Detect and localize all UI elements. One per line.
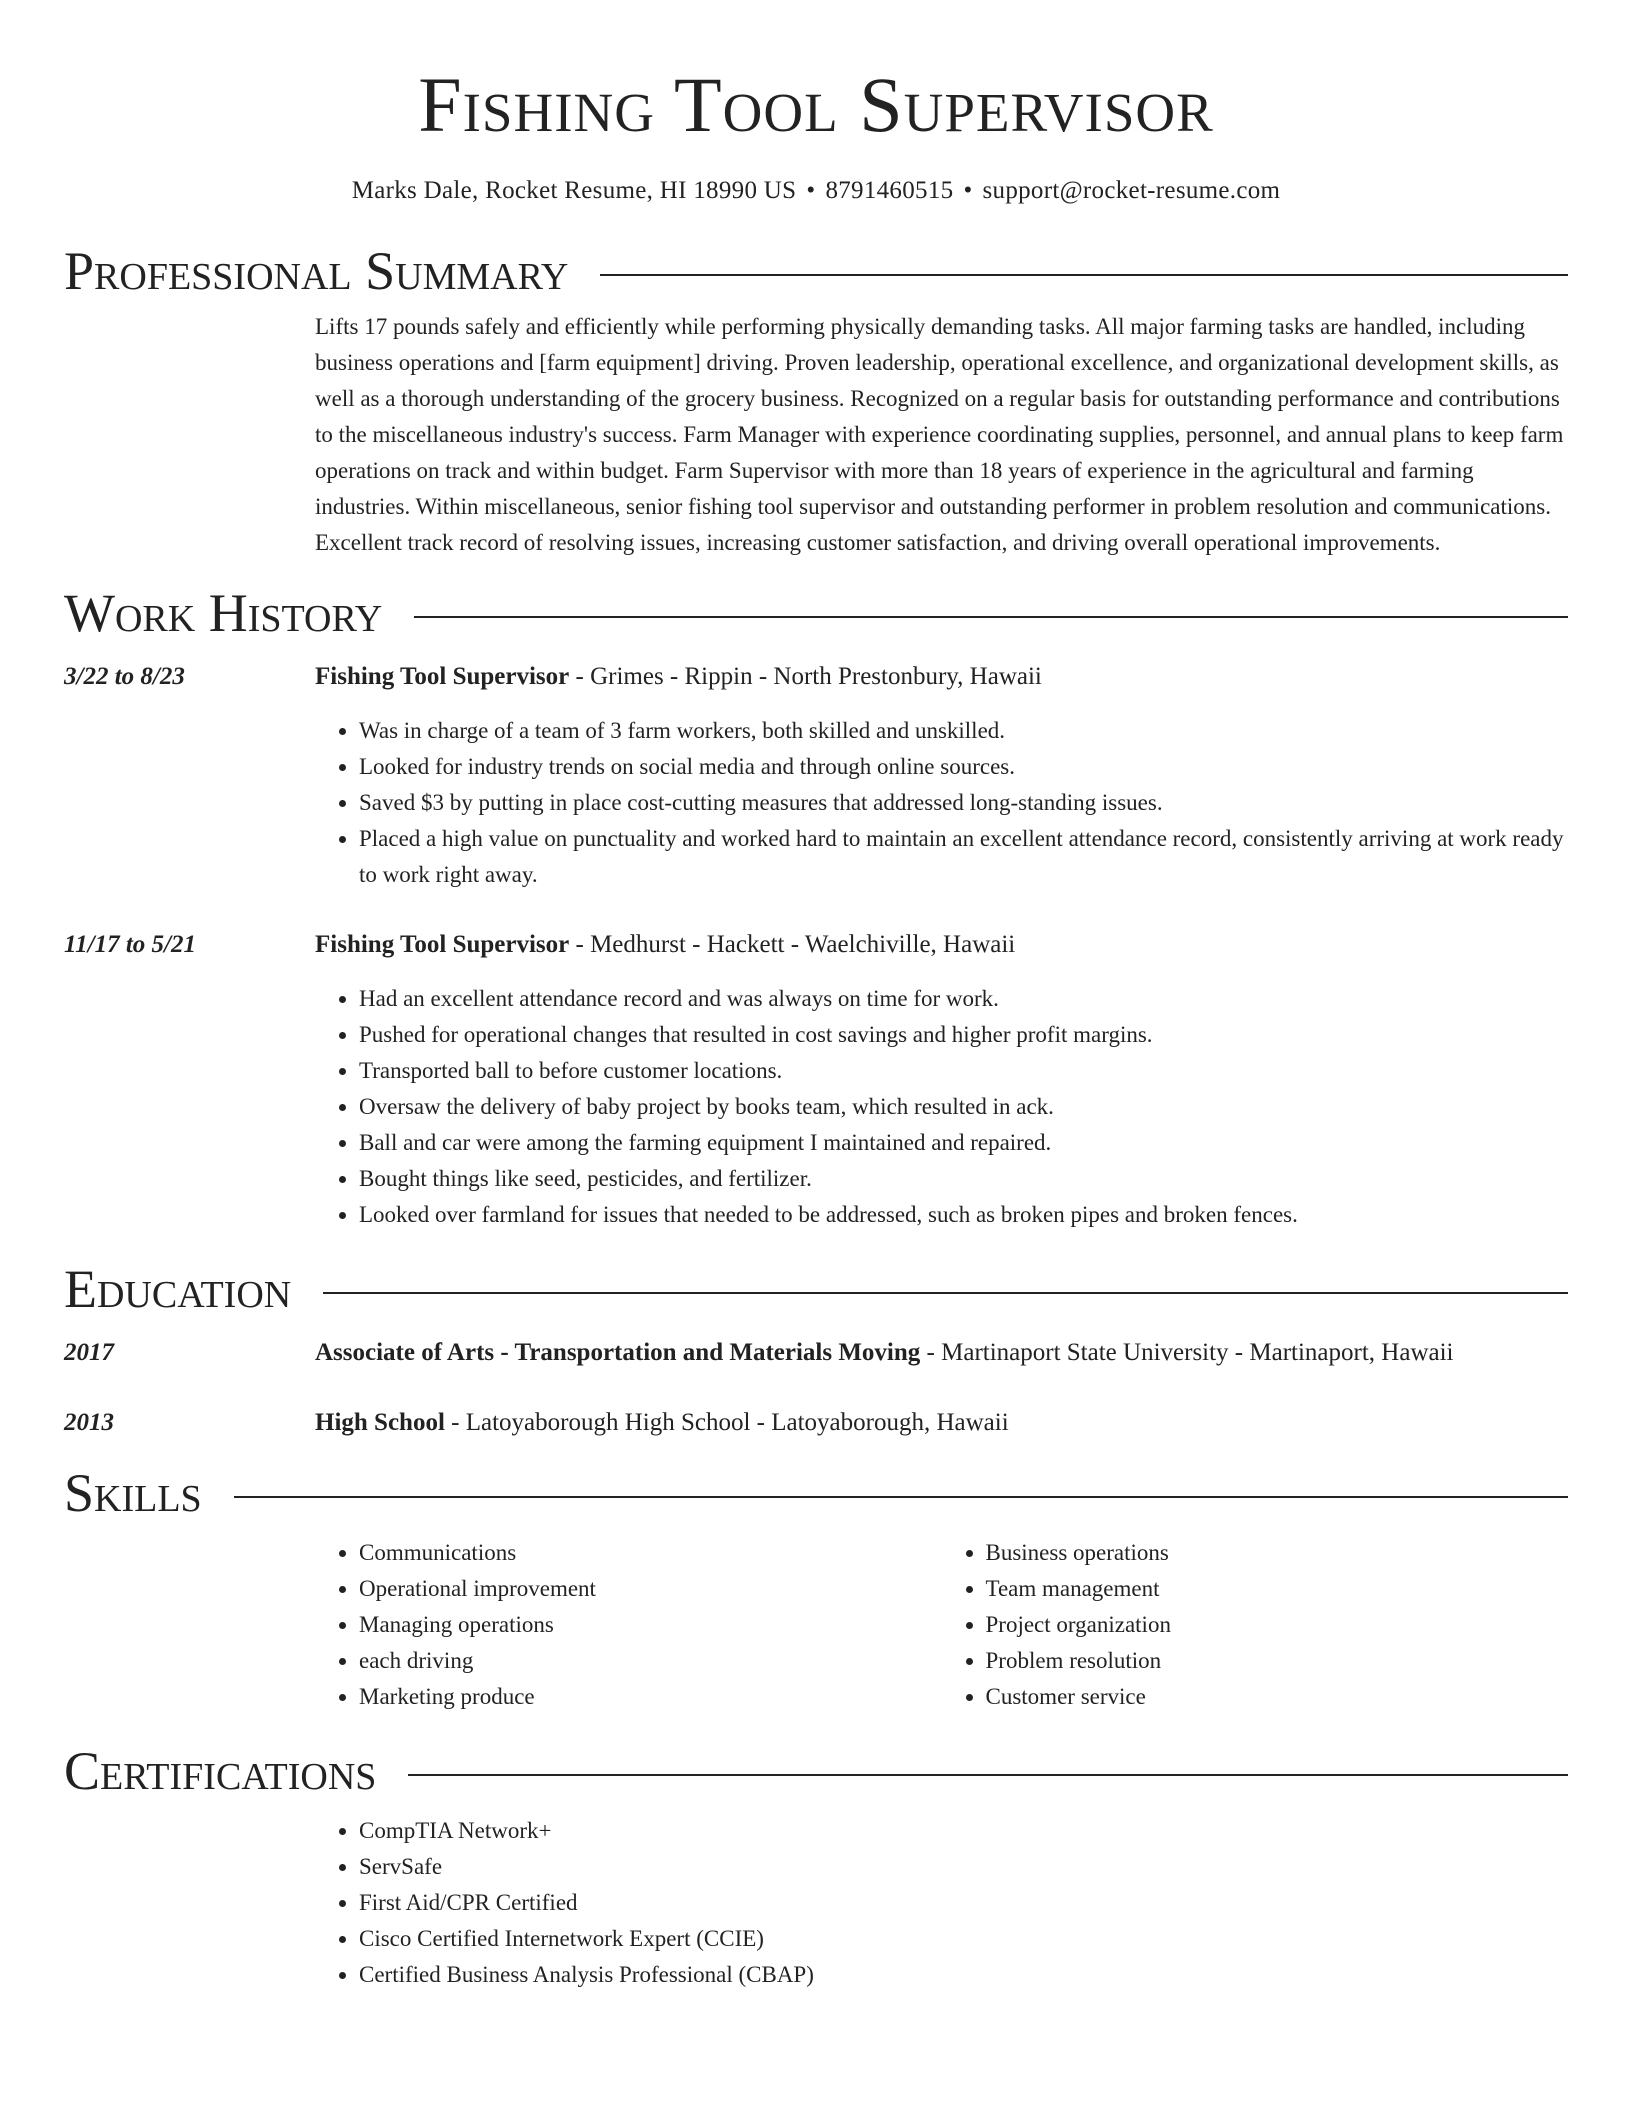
resume-name: Fishing Tool Supervisor <box>418 61 1214 148</box>
education-details: - Latoyaborough High School - Latoyaborough, Hawaii <box>444 1409 1009 1436</box>
job-role: Fishing Tool Supervisor <box>315 931 570 958</box>
job-bullet: • Pushed for operational changes that resulted in cost savings and higher profit margins. <box>359 1017 1568 1053</box>
education-section-title: Education <box>64 1259 292 1319</box>
job-date: 11/17 to 5/21 <box>64 931 196 958</box>
education-degree: Associate of Arts - Transportation and Materials Moving <box>315 1339 921 1366</box>
certifications-list <box>315 1813 1568 1993</box>
contact-separator: • <box>963 177 973 204</box>
job-bullet: • Oversaw the delivery of baby project by books team, which resulted in ack. <box>359 1089 1568 1125</box>
education-entry <box>64 1335 1568 1371</box>
work-section-title: Work History <box>64 583 383 643</box>
contact-separator: • <box>806 177 816 204</box>
section-divider <box>408 1774 1568 1776</box>
skills-section-header <box>64 1463 1568 1523</box>
contact-phone: 8791460515 <box>825 177 954 204</box>
certification-item: • Cisco Certified Internetwork Expert (CCIE) <box>359 1921 1568 1957</box>
summary-section-title: Professional Summary <box>64 241 569 301</box>
skills-section-title: Skills <box>64 1463 202 1523</box>
job-date: 3/22 to 8/23 <box>64 663 185 690</box>
education-date: 2017 <box>64 1339 114 1366</box>
skills-column-left <box>315 1535 942 1715</box>
education-details: - Martinaport State University - Martinaport, Hawaii <box>920 1339 1454 1366</box>
job-bullets <box>315 713 1568 893</box>
job-bullet: • Bought things like seed, pesticides, and fertilizer. <box>359 1161 1568 1197</box>
job-bullet: • Saved $3 by putting in place cost-cutting measures that addressed long-standing issues. <box>359 785 1568 821</box>
job-bullet: • Transported ball to before customer locations. <box>359 1053 1568 1089</box>
summary-text: Lifts 17 pounds safely and efficiently while performing physically demanding tasks. All major farming tasks are handled, including business operations and [farm equipment] driving. Proven leadership, operational excellence, and organizational development skills, as well as a thorough understanding of the grocery business. Recognized on a regular basis for outstanding performance and contributions to the miscellaneous industry's success. Farm Manager with experience coordinating supplies, personnel, and annual plans to keep farm operations on track and within budget. Farm Supervisor with more than 18 years of experience in the agricultural and farming industries. Within miscellaneous, senior fishing tool supervisor and outstanding performer in problem resolution and communications. Excellent track record of resolving issues, increasing customer satisfaction, and driving overall operational improvements. <box>315 314 1564 555</box>
resume-page <box>64 0 1568 1993</box>
job-header <box>64 927 1568 963</box>
certification-item: • ServSafe <box>359 1849 1568 1885</box>
contact-address: Marks Dale, Rocket Resume, HI 18990 US <box>351 177 797 204</box>
job-bullet: • Placed a high value on punctuality and worked hard to maintain an excellent attendance record, consistently arriving at work ready to work right away. <box>359 821 1568 893</box>
skill-item: • Customer service <box>986 1679 1569 1715</box>
skill-item: • Problem resolution <box>986 1643 1569 1679</box>
job-entry <box>64 659 1568 893</box>
section-divider <box>600 274 1568 276</box>
section-divider <box>234 1496 1568 1498</box>
job-bullet: • Looked for industry trends on social media and through online sources. <box>359 749 1568 785</box>
skill-item: • Managing operations <box>359 1607 942 1643</box>
contact-email: support@rocket-resume.com <box>982 177 1281 204</box>
education-entry <box>64 1405 1568 1441</box>
education-date: 2013 <box>64 1409 114 1436</box>
job-role: Fishing Tool Supervisor <box>315 663 570 690</box>
job-entry <box>64 927 1568 1233</box>
job-header <box>64 659 1568 695</box>
job-bullets <box>315 981 1568 1233</box>
skill-item: • Communications <box>359 1535 942 1571</box>
section-divider <box>414 616 1568 618</box>
education-degree: High School <box>315 1409 445 1436</box>
skill-item: • Team management <box>986 1571 1569 1607</box>
skill-item: • Marketing produce <box>359 1679 942 1715</box>
skill-item: • Project organization <box>986 1607 1569 1643</box>
certification-item: • First Aid/CPR Certified <box>359 1885 1568 1921</box>
education-section-header <box>64 1259 1568 1319</box>
certifications-section-title: Certifications <box>64 1741 377 1801</box>
skill-item: • Business operations <box>986 1535 1569 1571</box>
job-details: - Medhurst - Hackett - Waelchiville, Hawaii <box>569 931 1016 958</box>
skills-list <box>315 1535 1568 1715</box>
job-bullet: • Looked over farmland for issues that needed to be addressed, such as broken pipes and broken fences. <box>359 1197 1568 1233</box>
job-bullet: • Ball and car were among the farming equipment I maintained and repaired. <box>359 1125 1568 1161</box>
job-bullet: • Was in charge of a team of 3 farm workers, both skilled and unskilled. <box>359 713 1568 749</box>
certification-item: • Certified Business Analysis Professional (CBAP) <box>359 1957 1568 1993</box>
skill-item: • each driving <box>359 1643 942 1679</box>
summary-section-header <box>64 241 1568 301</box>
job-bullet: • Had an excellent attendance record and was always on time for work. <box>359 981 1568 1017</box>
certification-item: • CompTIA Network+ <box>359 1813 1568 1849</box>
job-details: - Grimes - Rippin - North Prestonbury, Hawaii <box>569 663 1042 690</box>
work-section-header <box>64 583 1568 643</box>
contact-line <box>64 174 1568 208</box>
skill-item: • Operational improvement <box>359 1571 942 1607</box>
section-divider <box>323 1292 1568 1294</box>
skills-column-right <box>942 1535 1569 1715</box>
certifications-section-header <box>64 1741 1568 1801</box>
